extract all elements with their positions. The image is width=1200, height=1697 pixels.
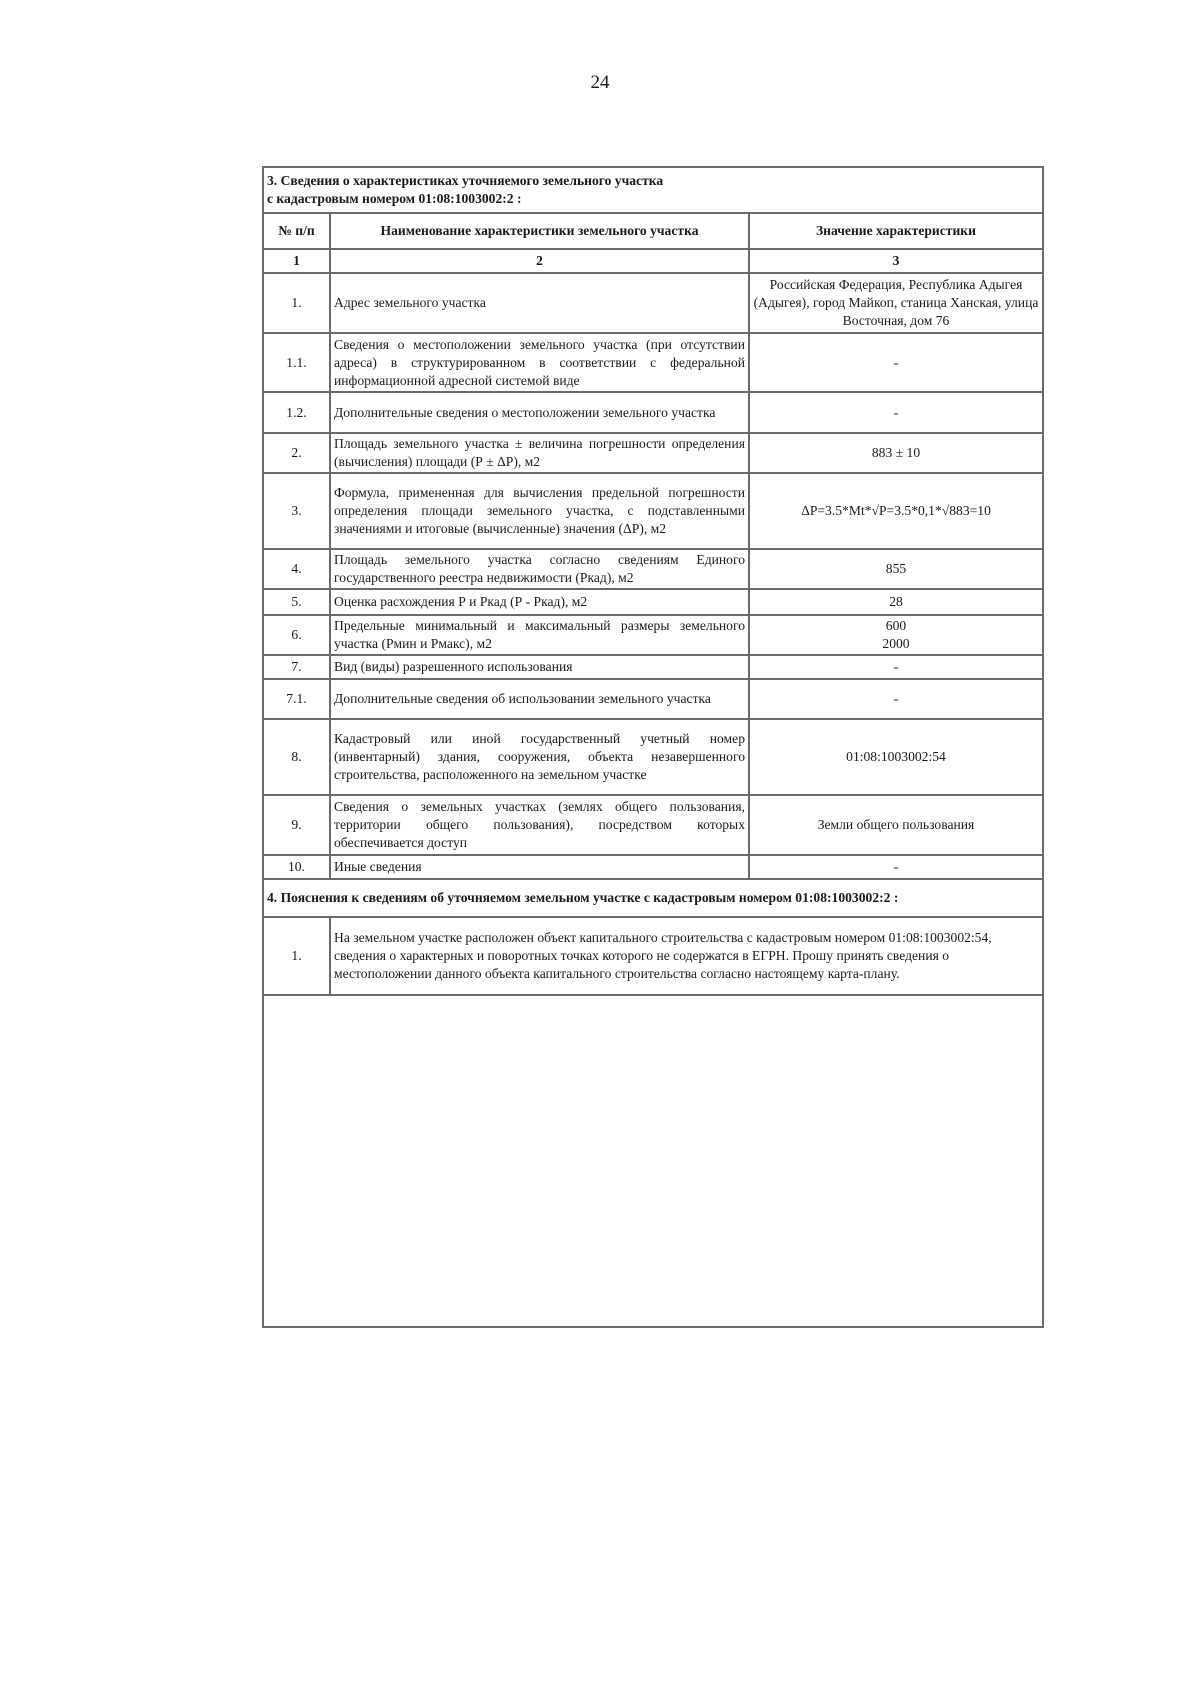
section4-title-row [264, 879, 1042, 917]
row-number: 2. [264, 433, 330, 473]
row-name: Сведения о местоположении земельного участка (при отсутствии адреса) в структурированном в соответствии с федеральной информационной адресной системой виде [330, 333, 749, 392]
row-value: Земли общего пользования [749, 795, 1042, 855]
row-name: Кадастровый или иной государственный учетный номер (инвентарный) здания, сооружения, объекта незавершенного строительства, расположенного на земельном участке [330, 719, 749, 795]
row-value: 28 [749, 589, 1042, 615]
section3-title [264, 168, 1042, 213]
column-number-3: 3 [749, 249, 1042, 273]
note-text: На земельном участке расположен объект капитального строительства с кадастровым номером 01:08:1003002:54, сведения о характерных и поворотных точках которого не содержатся в ЕГРН. Прошу принять сведения о местоположении данного объекта капитального строительства согласно настоящему карта-плану. [330, 917, 1042, 995]
column-number-1: 1 [264, 249, 330, 273]
row-value: ΔР=3.5*Mt*√P=3.5*0,1*√883=10 [749, 473, 1042, 549]
row-value: 883 ± 10 [749, 433, 1042, 473]
row-number: 4. [264, 549, 330, 589]
table-row [264, 679, 1042, 719]
row-name: Вид (виды) разрешенного использования [330, 655, 749, 679]
row-value [749, 615, 1042, 655]
row-value: 855 [749, 549, 1042, 589]
row-value: - [749, 855, 1042, 879]
row-name: Площадь земельного участка ± величина погрешности определения (вычисления) площади (Р ± ΔР), м2 [330, 433, 749, 473]
row-number: 1.2. [264, 392, 330, 433]
section3-title-line1: 3. Сведения о характеристиках уточняемого земельного участка [267, 173, 664, 188]
row-number: 7.1. [264, 679, 330, 719]
section3-title-row [264, 168, 1042, 213]
row-name: Дополнительные сведения об использовании земельного участка [330, 679, 749, 719]
row-number: 9. [264, 795, 330, 855]
row-value: - [749, 392, 1042, 433]
table-row [264, 392, 1042, 433]
header-value: Значение характеристики [749, 213, 1042, 249]
table-row [264, 589, 1042, 615]
row-value: - [749, 679, 1042, 719]
row-value: - [749, 333, 1042, 392]
row-number: 5. [264, 589, 330, 615]
row-number: 1. [264, 273, 330, 333]
table-row [264, 719, 1042, 795]
row-value: Российская Федерация, Республика Адыгея (Адыгея), город Майкоп, станица Ханская, улица Восточная, дом 76 [749, 273, 1042, 333]
row-value-min: 600 [885, 618, 907, 633]
column-number-2: 2 [330, 249, 749, 273]
table-row [264, 795, 1042, 855]
characteristics-table [264, 168, 1042, 996]
row-name: Предельные минимальный и максимальный размеры земельного участка (Рмин и Рмакс), м2 [330, 615, 749, 655]
table-row [264, 433, 1042, 473]
column-number-row [264, 249, 1042, 273]
table-row [264, 549, 1042, 589]
section3-title-line2: с кадастровым номером 01:08:1003002:2 : [267, 191, 522, 206]
note-number: 1. [264, 917, 330, 995]
document-frame [262, 166, 1044, 1328]
row-name: Адрес земельного участка [330, 273, 749, 333]
row-number: 1.1. [264, 333, 330, 392]
section4-title: 4. Пояснения к сведениям об уточняемом земельном участке с кадастровым номером 01:08:1003002:2 : [264, 879, 1042, 917]
row-name: Дополнительные сведения о местоположении земельного участка [330, 392, 749, 433]
header-number: № п/п [264, 213, 330, 249]
table-row [264, 655, 1042, 679]
row-name: Формула, примененная для вычисления предельной погрешности определения площади земельного участка, с подставленными значениями и итоговые (вычисленные) значения (ΔР), м2 [330, 473, 749, 549]
table-row [264, 333, 1042, 392]
row-name: Площадь земельного участка согласно сведениям Единого государственного реестра недвижимости (Ркад), м2 [330, 549, 749, 589]
row-number: 7. [264, 655, 330, 679]
row-name: Сведения о земельных участках (землях общего пользования, территории общего пользования), посредством которых обеспечивается доступ [330, 795, 749, 855]
row-number: 3. [264, 473, 330, 549]
row-value: - [749, 655, 1042, 679]
row-name: Иные сведения [330, 855, 749, 879]
table-row [264, 615, 1042, 655]
row-number: 6. [264, 615, 330, 655]
table-row [264, 473, 1042, 549]
table-row [264, 273, 1042, 333]
row-value-max: 2000 [882, 636, 910, 651]
note-row [264, 917, 1042, 995]
row-value: 01:08:1003002:54 [749, 719, 1042, 795]
page-number: 24 [590, 72, 610, 93]
row-name: Оценка расхождения Р и Ркад (Р - Ркад), м2 [330, 589, 749, 615]
table-row [264, 855, 1042, 879]
row-number: 8. [264, 719, 330, 795]
header-name: Наименование характеристики земельного участка [330, 213, 749, 249]
row-number: 10. [264, 855, 330, 879]
header-row [264, 213, 1042, 249]
